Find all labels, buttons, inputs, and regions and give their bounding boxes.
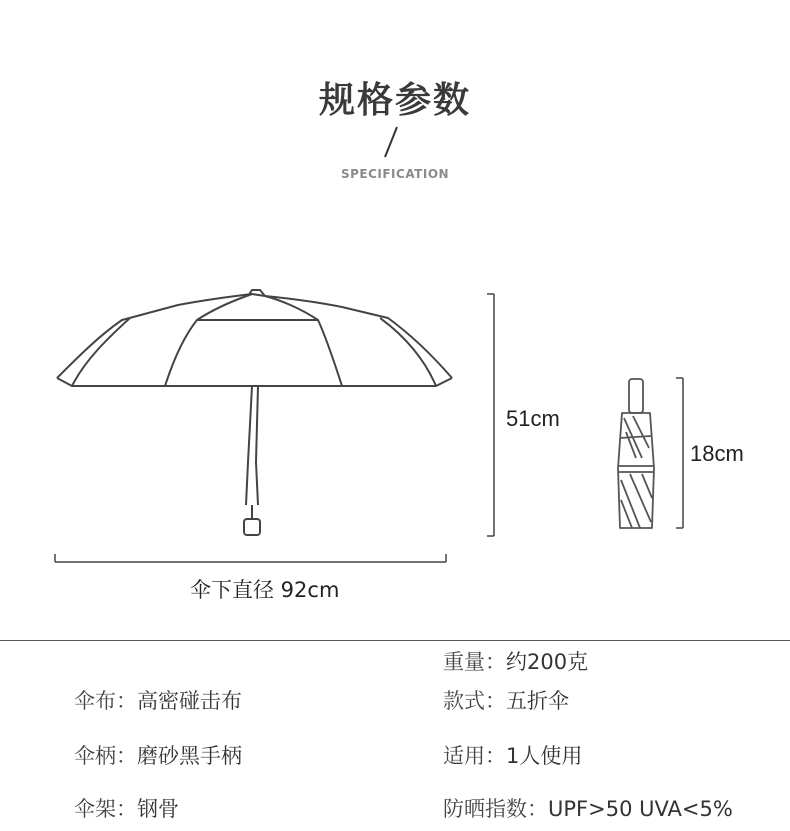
diameter-measure-line: [55, 554, 446, 562]
spec-upf-value: UPF>50 UVA<5%: [548, 797, 733, 821]
spec-upf: [443, 793, 733, 823]
spec-handle-label: 伞柄：: [74, 744, 137, 768]
spec-style-value: 五折伞: [506, 689, 569, 713]
spec-frame-value: 钢骨: [137, 797, 179, 821]
spec-style: [443, 685, 569, 715]
spec-fabric-label: 伞布：: [74, 689, 137, 713]
open-umbrella-icon: [57, 290, 452, 535]
page-subtitle: SPECIFICATION: [340, 167, 450, 181]
spec-fabric: [74, 685, 242, 715]
spec-weight: [443, 646, 588, 676]
closed-height-label: 18cm: [690, 441, 744, 466]
spec-handle-value: 磨砂黑手柄: [137, 744, 242, 768]
spec-fabric-value: 高密碰击布: [137, 689, 242, 713]
spec-applicable-value: 1人使用: [506, 744, 583, 768]
spec-weight-label: 重量：: [443, 650, 506, 674]
section-divider: [0, 640, 790, 641]
open-height-label: 51cm: [506, 406, 560, 431]
open-height-bracket: [487, 294, 494, 536]
spec-upf-label: 防晒指数：: [443, 797, 548, 821]
spec-frame: [74, 793, 179, 823]
spec-applicable-label: 适用：: [443, 744, 506, 768]
spec-style-label: 款式：: [443, 689, 506, 713]
spec-weight-value: 约200克: [506, 650, 589, 674]
spec-handle: [74, 740, 242, 770]
diameter-label: 伞下直径 92cm: [190, 578, 340, 602]
spec-frame-label: 伞架：: [74, 797, 137, 821]
closed-umbrella-icon: [618, 379, 654, 528]
page-title: 规格参数: [318, 80, 471, 121]
closed-height-bracket: [676, 378, 683, 528]
spec-applicable: [443, 740, 582, 770]
